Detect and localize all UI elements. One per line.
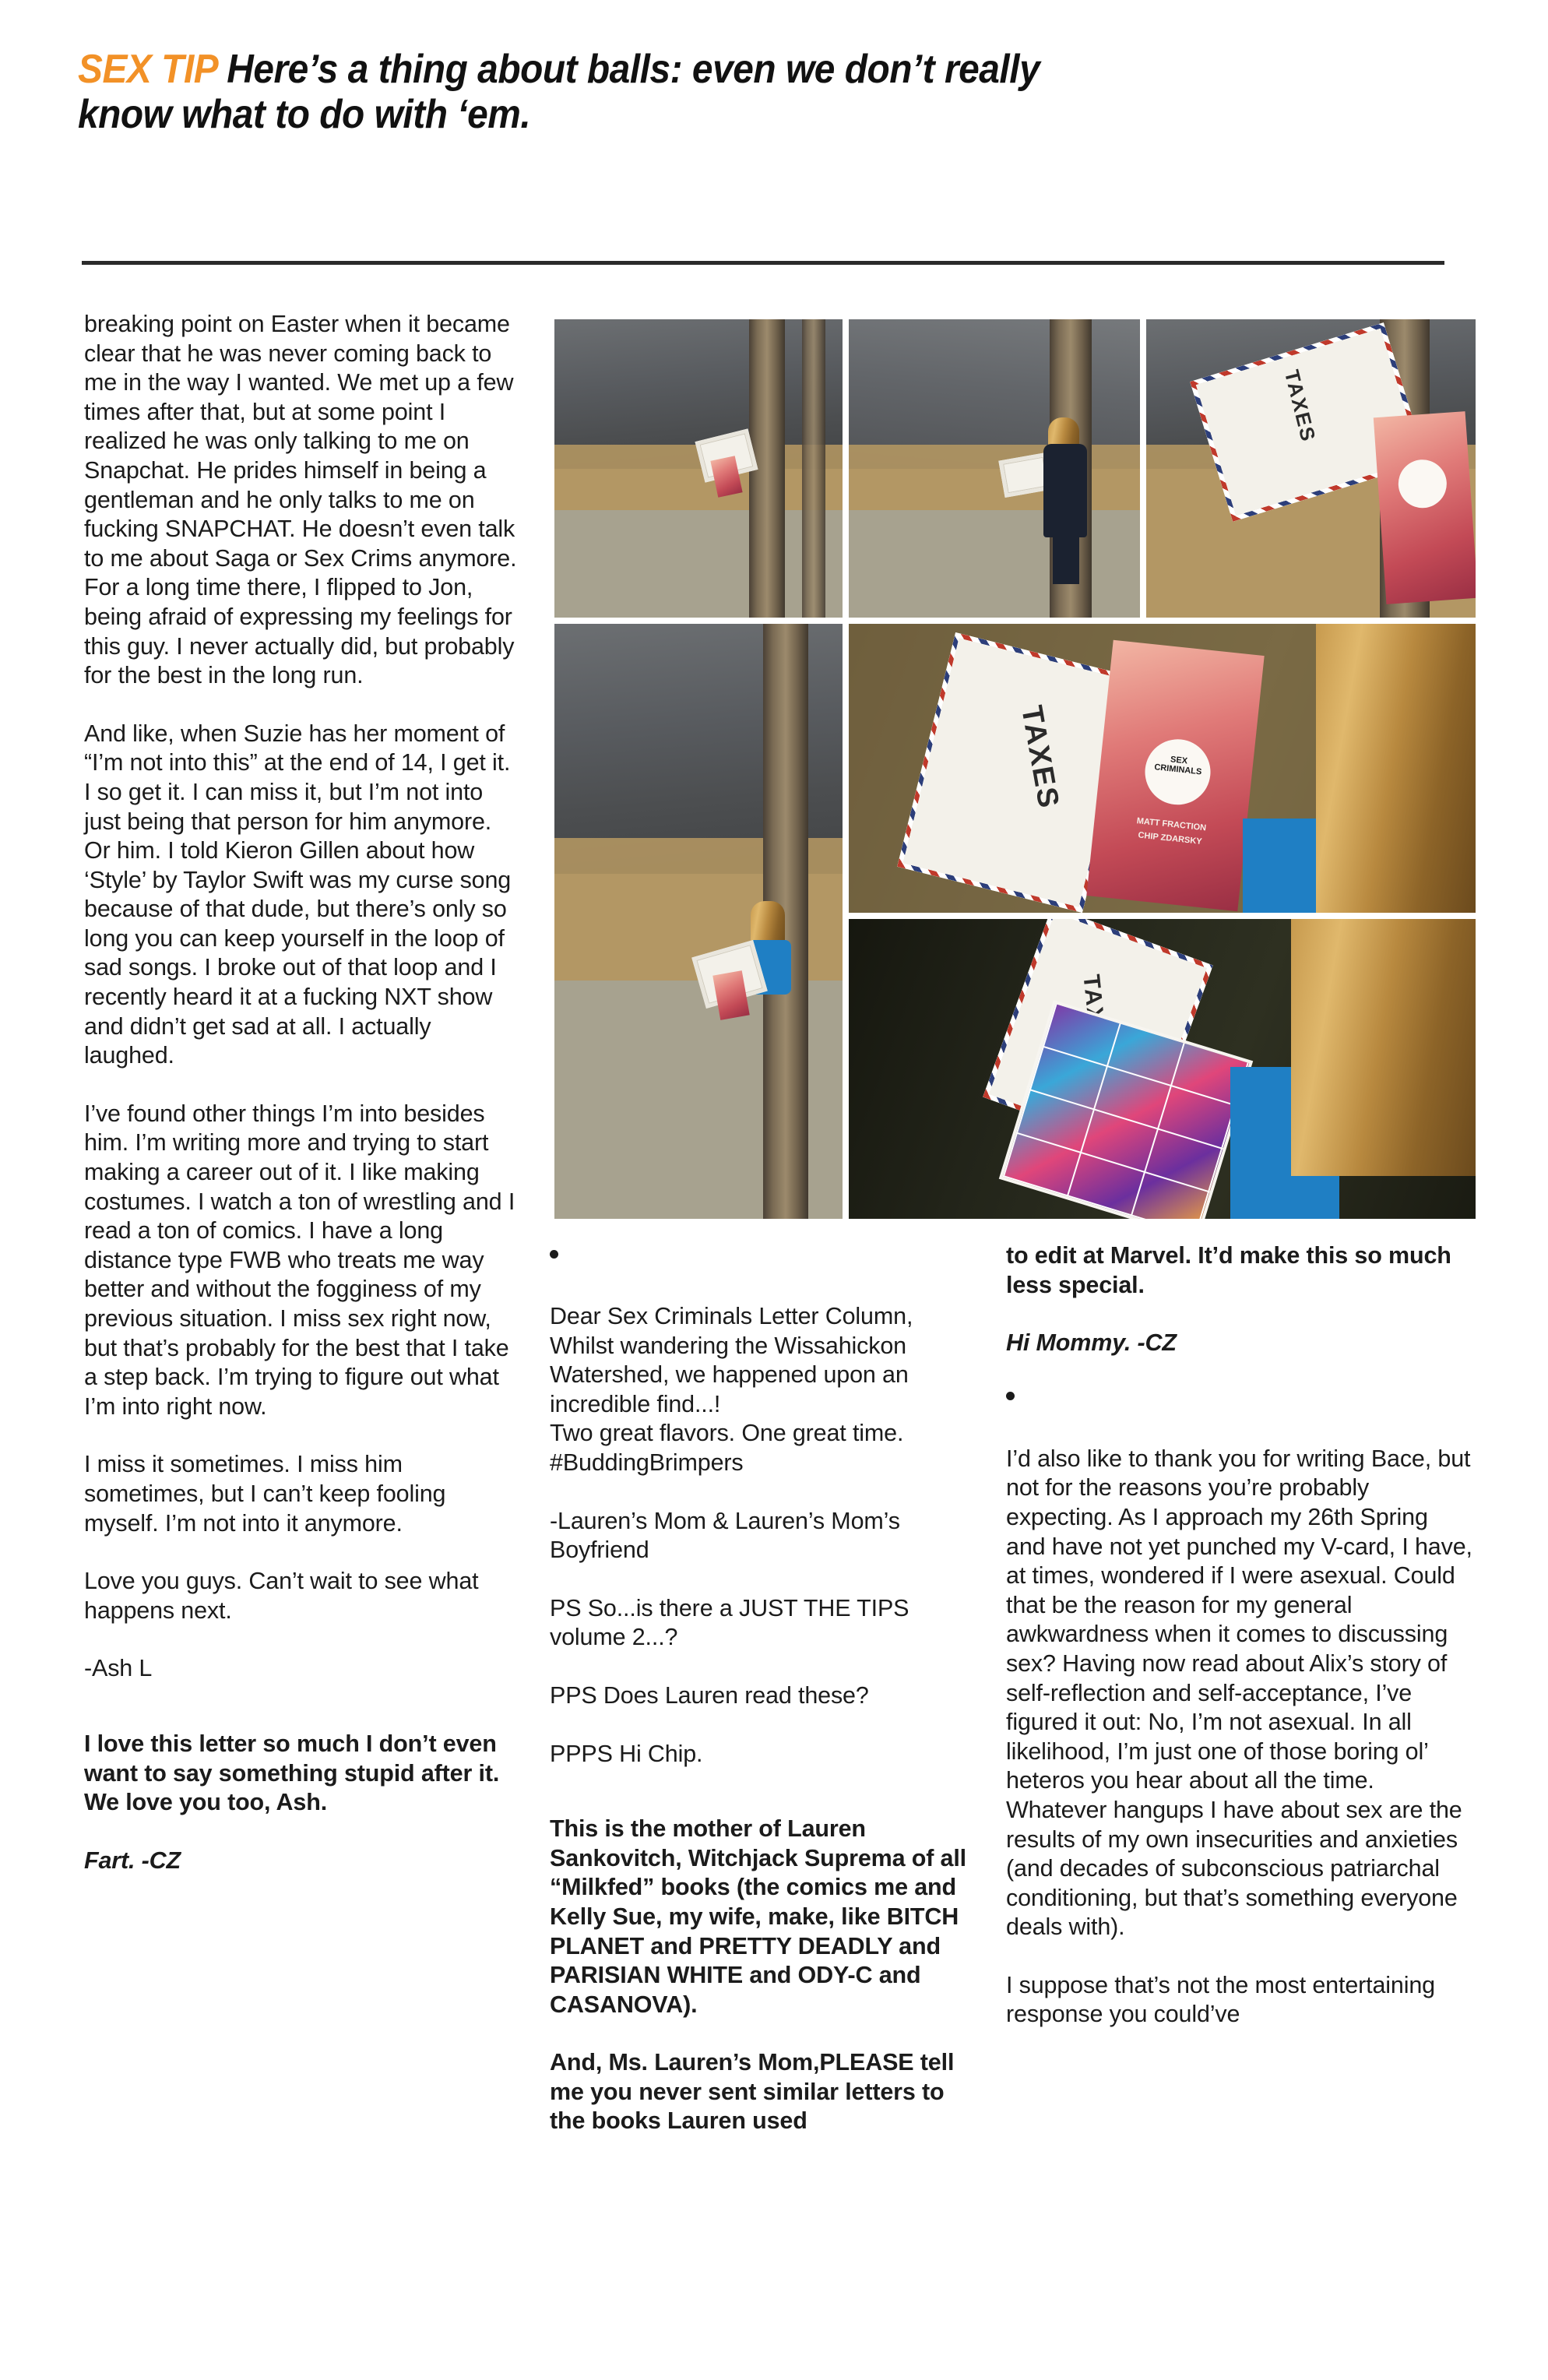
letter-signature: -Ash L (84, 1655, 153, 1682)
page-header (78, 47, 1472, 137)
editor-reply-bold: This is the mother of Lauren Sankovitch, Witchjack Suprema of all “Milkfed” books (the comics me and Kelly Sue, my wife, make, like BITCH PLANET and PRETTY DEADLY and PARISIAN WHITE and ODY-C and CASANOVA). (550, 1815, 967, 2018)
letter-hashtag: #BuddingBrimpers (550, 1449, 744, 1476)
headline-text-1: Here’s a thing about balls: even we don’t really (227, 47, 1040, 92)
bullet-separator-icon (550, 1245, 986, 1262)
headline-line-2: know what to do with ‘em. (78, 92, 531, 138)
editor-reply-signoff: Hi Mommy. -CZ (1006, 1329, 1177, 1357)
letter-signature: -Lauren’s Mom & Lauren’s Mom’s Boyfriend (550, 1507, 900, 1564)
letter-paragraph: Love you guys. Can’t wait to see what happens next. (84, 1568, 479, 1624)
letter-paragraph: Whilst wandering the Wissahickon Watershed, we happened upon an incredible find...! (550, 1332, 909, 1417)
letter-paragraph: And like, when Suzie has her moment of “I’m not into this” at the end of 14, I get it. I so get it. I can miss it, but I’m not into just being that person for him anymore. Or him. I told Kieron Gillen about how ‘Style’ by Taylor Swift was my curse song because of that dude, but there’s only so long you can keep yourself in the loop of sad songs. I broke out of that loop and I recently heard it at a fucking NXT show and didn’t get sad at all. I actually laughed. (84, 720, 512, 1069)
header-divider-rule (82, 261, 1444, 265)
envelope-taxes-label-2: TAXES (1015, 702, 1065, 812)
editor-reply-bold: I love this letter so much I don’t even want to say something stupid after it. We love you too, Ash. (84, 1730, 500, 1816)
photo-woman-at-tree (849, 319, 1140, 618)
book-author-1: MATT FRACTION (1136, 816, 1207, 833)
letter-paragraph: Two great flavors. One great time. (550, 1420, 904, 1447)
letter-ps: PS So...is there a JUST THE TIPS volume 2...? (550, 1594, 909, 1651)
photo-envelope-closeup (1146, 319, 1476, 618)
bullet-separator-icon (1006, 1387, 1473, 1404)
book-title-label: SEX CRIMINALS (1153, 755, 1202, 777)
photo-grid (554, 319, 1476, 1219)
letter-paragraph: breaking point on Easter when it became clear that he was never coming back to me in the way I wanted. We met up a few times after that, but at some point I realized he was only talking to me on Snapchat. He prides himself in being a gentleman and he only talks to me on fucking SNAPCHAT. He doesn’t even talk to me about Saga or Sex Crims anymore. For a long time there, I flipped to Jon, being afraid of expressing my feelings for this guy. I never actually did, but probably for the best in the long run. (84, 311, 517, 689)
photo-woman-retrieving (554, 624, 843, 1219)
photo-reading-comic (849, 919, 1476, 1219)
text-column-3 (1006, 1241, 1473, 2058)
letter-pps: PPS Does Lauren read these? (550, 1681, 869, 1709)
letter-paragraph: I’d also like to thank you for writing Bace, but not for the reasons you’re probably expecting. As I approach my 26th Spring and have not yet punched my V-card, I have, at times, wondered if I were asexual. Could that be the reason for my general awkwardness when it comes to discussing sex? Having now read about Alix’s story of self-reflection and self-acceptance, I’ve figured it out: No, I’m not asexual. In all likelihood, I’m just one of those boring ol’ heteros you hear about all the time. Whatever hangups I have about sex are the results of my own insecurities and anxieties (and decades of subconscious patriarchal conditioning, but that’s something everyone deals with). (1006, 1445, 1472, 1941)
envelope-taxes-label: TAXES (1279, 367, 1321, 445)
editor-reply-bold-continued: to edit at Marvel. It’d make this so much less special. (1006, 1242, 1451, 1298)
book-author-2: CHIP ZDARSKY (1137, 830, 1203, 847)
photo-creek-envelope-wide (554, 319, 843, 618)
letter-salutation: Dear Sex Criminals Letter Column, (550, 1303, 913, 1329)
headline-line-1 (78, 47, 1360, 92)
letter-ppps: PPPS Hi Chip. (550, 1740, 703, 1767)
photo-holding-book (849, 624, 1476, 913)
editor-reply-signoff: Fart. -CZ (84, 1847, 181, 1874)
letter-paragraph: I suppose that’s not the most entertaining response you could’ve (1006, 1971, 1435, 2028)
editor-reply-bold: And, Ms. Lauren’s Mom,PLEASE tell me you never sent similar letters to the books Lauren used (550, 2049, 955, 2135)
text-column-2 (550, 1245, 986, 2165)
kicker-label: SEX TIP (78, 47, 217, 92)
letter-paragraph: I miss it sometimes. I miss him sometimes, but I can’t keep fooling myself. I’m not into it anymore. (84, 1451, 446, 1537)
letter-paragraph: I’ve found other things I’m into besides him. I’m writing more and trying to start making a career out of it. I like making costumes. I watch a ton of wrestling and I read a ton of comics. I have a long distance type FWB who treats me way better and without the fogginess of my previous situation. I miss sex right now, but that’s probably for the best that I take a step back. I’m trying to figure out what I’m into right now. (84, 1100, 515, 1420)
text-column-1 (84, 310, 518, 1904)
